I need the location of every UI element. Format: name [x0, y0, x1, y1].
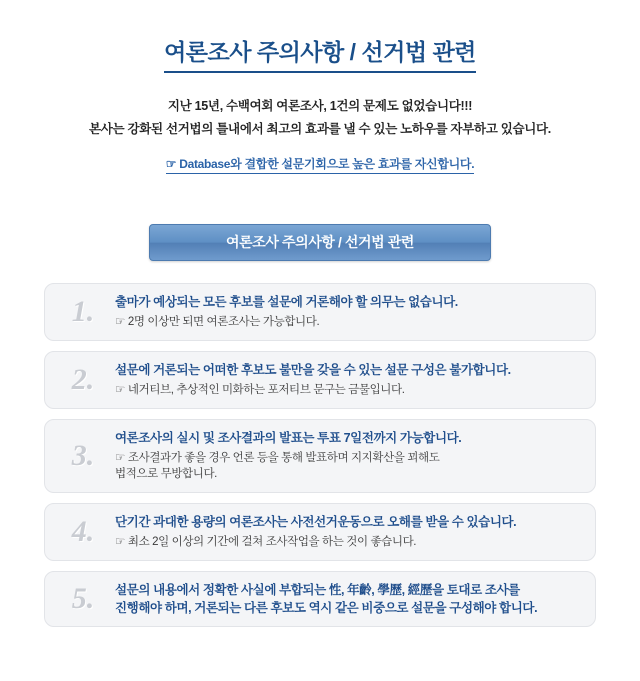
section-banner: 여론조사 주의사항 / 선거법 관련 — [149, 224, 491, 261]
note-label: Database와 결합한 설문기회으로 높은 효과를 자신합니다. — [179, 157, 475, 171]
list-item-number: 4. — [71, 514, 95, 548]
list-item-sub — [115, 534, 581, 551]
lead-paragraph — [0, 95, 640, 141]
list-item-sub-text: 2명 이상만 되면 여론조사는 가능합니다. — [127, 316, 320, 329]
list-item-number: 1. — [71, 294, 95, 328]
list-item-main: 단기간 과대한 용량의 여론조사는 사전선거운동으로 오해를 받을 수 있습니다. — [115, 515, 517, 530]
page-title: 여론조사 주의사항 / 선거법 관련 — [164, 38, 476, 73]
list-item — [44, 283, 596, 341]
list-item-main: 출마가 예상되는 모든 후보를 설문에 거론해야 할 의무는 없습니다. — [115, 295, 458, 309]
section-banner-wrap — [0, 224, 640, 261]
list-item-sub — [115, 314, 581, 331]
list-item-main: 여론조사의 실시 및 조사결과의 발표는 투표 7일전까지 가능합니다. — [115, 430, 462, 445]
list-item-sub-text: 최소 2일 이상의 기간에 걸쳐 조사작업을 하는 것이 좋습니다. — [127, 536, 417, 549]
pointing-hand-icon: ☞ — [115, 383, 125, 396]
list-item-texts — [111, 581, 581, 617]
pointing-hand-icon: ☞ — [165, 157, 177, 171]
list-item-main-line-1: 설문의 내용에서 정확한 사실에 부합되는 性, 年齡, 學歷, 經歷을 토대로 조사를 — [115, 582, 520, 597]
notice-list — [44, 283, 596, 627]
list-item — [44, 419, 596, 493]
list-item-texts — [111, 429, 581, 483]
pointing-hand-icon: ☞ — [115, 536, 125, 549]
list-item-number: 2. — [71, 362, 95, 396]
list-item-sub — [115, 382, 581, 399]
list-item — [44, 571, 596, 627]
list-item — [44, 351, 596, 409]
list-item-main — [115, 581, 581, 617]
list-item-sub — [115, 450, 581, 483]
list-item-main: 설문에 거론되는 어떠한 후보도 불만을 갖을 수 있는 설문 구성은 불가합니다. — [115, 362, 511, 377]
lead-line-1: 지난 15년, 수백여회 여론조사, 1건의 문제도 없었습니다!!! — [167, 98, 473, 113]
list-item-number: 5. — [71, 581, 95, 615]
list-item-texts — [111, 513, 581, 551]
list-item-sub-text-2: 법적으로 무방합니다. — [115, 468, 217, 481]
list-item — [44, 503, 596, 561]
note-text-link[interactable] — [166, 155, 474, 174]
list-item-main-line-2: 진행해야 하며, 거론되는 다른 후보도 역시 같은 비중으로 설문을 구성해야 합니다. — [115, 600, 538, 615]
list-item-number: 3. — [71, 438, 95, 472]
lead-line-2: 본사는 강화된 선거법의 틀내에서 최고의 효과를 낼 수 있는 노하우를 자부하고 있습니다. — [89, 121, 551, 136]
list-item-texts — [111, 293, 581, 331]
pointing-hand-icon: ☞ — [115, 451, 125, 464]
page-header — [0, 0, 640, 174]
pointing-hand-icon: ☞ — [115, 316, 125, 329]
list-item-sub-text: 네거티브, 추상적인 미화하는 포저티브 문구는 금물입니다. — [127, 383, 405, 396]
list-item-texts — [111, 361, 581, 399]
note-row — [0, 141, 640, 174]
list-item-sub-text: 조사결과가 좋을 경우 언론 등을 통해 발표하며 지지확산을 꾀해도 — [127, 451, 440, 464]
